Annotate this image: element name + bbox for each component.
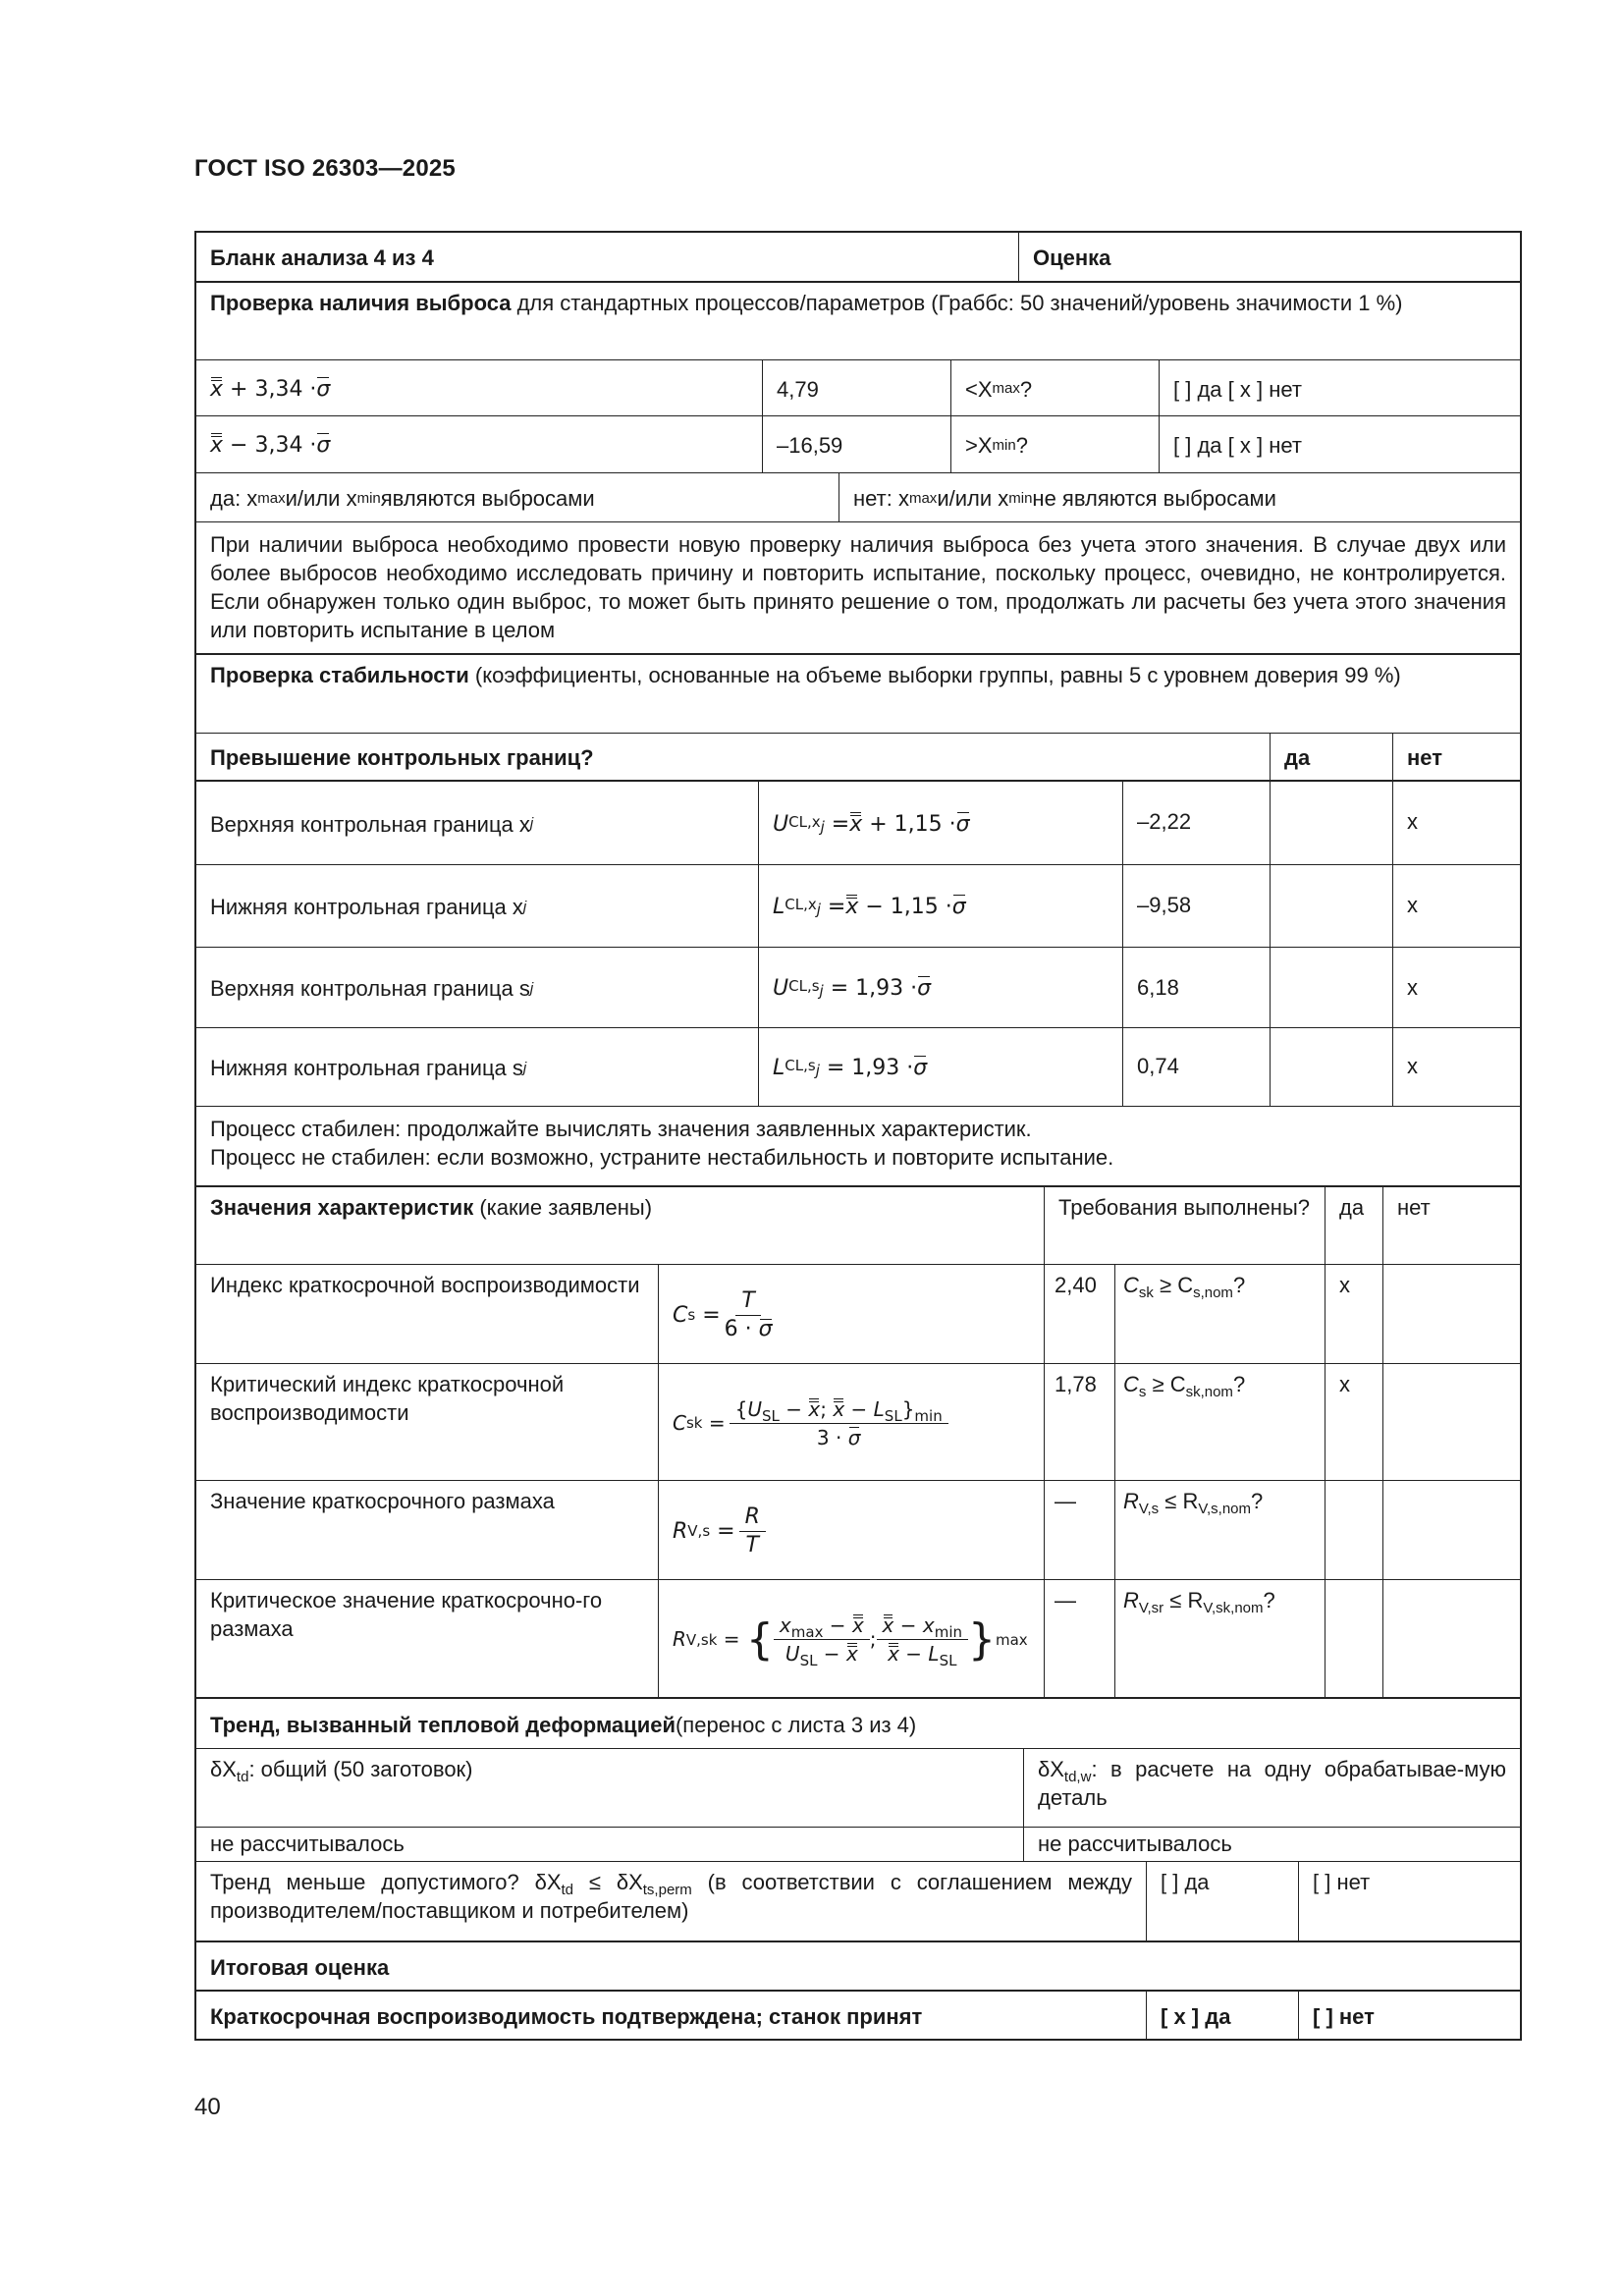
- characteristic-label: Индекс краткосрочной воспроизводимости: [196, 1265, 659, 1363]
- outlier-lower-formula: x − 3,34 · σ: [196, 416, 763, 472]
- stability-note-row: [196, 1107, 1520, 1187]
- form-title-row: [196, 233, 1520, 283]
- stability-no: x: [1407, 1054, 1418, 1078]
- characteristic-yes: [1325, 1481, 1383, 1579]
- stability-row: [196, 948, 1520, 1028]
- outlier-upper-compare: <X max ?: [951, 360, 1160, 415]
- outlier-upper-value: 4,79: [763, 360, 951, 415]
- trend-question-row: [196, 1862, 1520, 1942]
- characteristic-row: [196, 1265, 1520, 1364]
- final-statement-row: [196, 1992, 1520, 2041]
- stability-row: [196, 782, 1520, 865]
- stability-row: [196, 1028, 1520, 1107]
- characteristics-col-req: Требования выполнены?: [1045, 1187, 1325, 1264]
- characteristic-requirement: $R_{V,s} \le R_{V,s,nom}$?: [1115, 1481, 1325, 1579]
- stability-label: Нижняя контрольная граница x j: [196, 865, 759, 947]
- trend-question: Тренд меньше допустимого? $\delta X_{td} \le \delta X_{ts,perm}$ (в соответствии с соглашением между производителем/поставщиком и потребителем): [196, 1862, 1147, 1941]
- form-title: Бланк анализа 4 из 4: [196, 233, 1019, 281]
- stability-heading: Проверка стабильности (коэффициенты, основанные на объеме выборки группы, равны 5 с уровнем доверия 99 %): [210, 663, 1401, 687]
- document-header: ГОСТ ISO 26303—2025: [194, 155, 456, 182]
- stability-no: x: [1407, 893, 1418, 917]
- stability-formula: L $CL,s_j$ = 1,93 · σ: [759, 1028, 1123, 1106]
- outlier-note: При наличии выброса необходимо провести новую проверку наличия выброса без учета этого значения. В случае двух или более выбросов необходимо исследовать причину и повторить испытание, поскольку процесс, очевидно, не контролируется. Если обнаружен только один выброс, то может быть принято решение о том, продолжать ли расчеты без учета этого значения или повторить испытание в целом: [210, 532, 1506, 642]
- trend-per-part-value: не рассчитывалось: [1038, 1831, 1232, 1856]
- characteristic-row: [196, 1580, 1520, 1699]
- stability-col-no: нет: [1407, 745, 1443, 770]
- characteristic-no: [1383, 1580, 1520, 1697]
- trend-heading-row: [196, 1699, 1520, 1749]
- stability-value: –2,22: [1123, 782, 1271, 864]
- characteristic-no: [1383, 1481, 1520, 1579]
- outlier-row-lower: [196, 416, 1520, 473]
- stability-yes: [1271, 948, 1393, 1027]
- outlier-heading: [196, 283, 1520, 359]
- stability-formula: L $CL,x_j$ = x − 1,15 · σ: [759, 865, 1123, 947]
- characteristic-label: Критическое значение краткосрочно-го размаха: [196, 1580, 659, 1697]
- stability-formula: U $CL,x_j$ = x + 1,15 · σ: [759, 782, 1123, 864]
- stability-no: x: [1407, 975, 1418, 1000]
- characteristic-formula: R V,sk = { $\frac{x_{max} - x}{U_{SL} - x}$ ; $\frac{x - x_{min}}{x - L_{SL}}$ } max: [659, 1580, 1045, 1697]
- outlier-heading-row: [196, 283, 1520, 360]
- trend-labels-row: [196, 1749, 1520, 1828]
- characteristic-no: [1383, 1265, 1520, 1363]
- trend-no-checkbox[interactable]: [ ] нет: [1313, 1870, 1371, 1894]
- stability-row: [196, 865, 1520, 948]
- outlier-lower-value: –16,59: [763, 416, 951, 472]
- stability-question: Превышение контрольных границ?: [196, 734, 1271, 780]
- stability-no: x: [1407, 809, 1418, 834]
- outlier-note-row: [196, 522, 1520, 655]
- characteristic-value: 1,78: [1045, 1364, 1115, 1480]
- stability-formula: U $CL,s_j$ = 1,93 · σ: [759, 948, 1123, 1027]
- stability-label: Нижняя контрольная граница s j: [196, 1028, 759, 1106]
- characteristic-row: [196, 1364, 1520, 1481]
- stability-yes: [1271, 1028, 1393, 1106]
- stability-yes: [1271, 782, 1393, 864]
- characteristics-col-yes: да: [1325, 1187, 1383, 1264]
- outlier-lower-compare: >X min ?: [951, 416, 1160, 472]
- trend-yes-checkbox[interactable]: [ ] да: [1147, 1862, 1299, 1941]
- final-no-checkbox[interactable]: [ ] нет: [1313, 2003, 1375, 2029]
- characteristic-requirement: $R_{V,sr} \le R_{V,sk,nom}$?: [1115, 1580, 1325, 1697]
- final-statement: Краткосрочная воспроизводимость подтверждена; станок принят: [196, 1992, 1147, 2039]
- stability-col-yes: да: [1271, 734, 1393, 780]
- stability-label: Верхняя контрольная граница x j: [196, 782, 759, 864]
- stability-heading-row: [196, 655, 1520, 734]
- stability-value: 6,18: [1123, 948, 1271, 1027]
- outlier-upper-answer: [ ] да [ x ] нет: [1173, 376, 1302, 402]
- stability-question-row: [196, 734, 1520, 782]
- characteristic-value: —: [1045, 1481, 1115, 1579]
- characteristic-yes: x: [1325, 1364, 1383, 1480]
- characteristic-no: [1383, 1364, 1520, 1480]
- stability-yes: [1271, 865, 1393, 947]
- characteristic-value: —: [1045, 1580, 1115, 1697]
- outlier-upper-formula: x + 3,34 · σ: [196, 360, 763, 415]
- outlier-heading-bold: Проверка наличия выброса: [210, 291, 512, 315]
- trend-total-label: $\delta X_{td}$: общий (50 заготовок): [196, 1749, 1024, 1827]
- final-yes-checkbox[interactable]: [ x ] да: [1147, 1992, 1299, 2039]
- outlier-no-text: нет: x max и/или x min не являются выбросами: [853, 486, 1276, 511]
- characteristics-heading: Значения характеристик (какие заявлены): [196, 1187, 1045, 1264]
- characteristic-requirement: $C_s \ge C_{sk,nom}$?: [1115, 1364, 1325, 1480]
- characteristic-label: Критический индекс краткосрочной воспроизводимости: [196, 1364, 659, 1480]
- characteristic-value: 2,40: [1045, 1265, 1115, 1363]
- stability-note: Процесс стабилен: продолжайте вычислять значения заявленных характеристик. Процесс не стабилен: если возможно, устраните нестабильность и повторите испытание.: [210, 1117, 1114, 1170]
- outlier-heading-rest: для стандартных процессов/параметров (Граббс: 50 значений/уровень значимости 1 %): [511, 291, 1403, 315]
- characteristic-row: [196, 1481, 1520, 1580]
- stability-value: 0,74: [1123, 1028, 1271, 1106]
- characteristic-requirement: $C_{sk} \ge C_{s,nom}$?: [1115, 1265, 1325, 1363]
- final-heading: Итоговая оценка: [210, 1954, 390, 1980]
- outlier-lower-answer: [ ] да [ x ] нет: [1173, 433, 1302, 458]
- characteristic-label: Значение краткосрочного размаха: [196, 1481, 659, 1579]
- trend-per-part-label: $\delta X_{td,w}$: в расчете на одну обрабатывае-мую деталь: [1038, 1757, 1506, 1810]
- evaluation-title: Оценка: [1033, 246, 1111, 270]
- trend-values-row: [196, 1828, 1520, 1862]
- characteristic-formula: C s = $\frac{T}{6 \cdot \sigma}$: [659, 1265, 1045, 1363]
- characteristics-header-row: [196, 1187, 1520, 1265]
- characteristic-yes: [1325, 1580, 1383, 1697]
- characteristic-yes: x: [1325, 1265, 1383, 1363]
- outlier-yes-text: да: x max и/или x min являются выбросами: [196, 473, 839, 521]
- final-heading-row: [196, 1942, 1520, 1992]
- outlier-row-upper: [196, 360, 1520, 416]
- characteristic-formula: C sk = $\frac{\{U_{SL} - x; x - L_{SL}\}_{min}}{3 \cdot \sigma}$: [659, 1364, 1045, 1480]
- page-number: 40: [194, 2094, 221, 2120]
- stability-value: –9,58: [1123, 865, 1271, 947]
- stability-label: Верхняя контрольная граница s j: [196, 948, 759, 1027]
- outlier-result-row: [196, 473, 1520, 522]
- analysis-form: [194, 231, 1522, 2041]
- trend-total-value: не рассчитывалось: [196, 1828, 1024, 1861]
- characteristics-col-no: нет: [1397, 1195, 1431, 1220]
- characteristic-formula: R V,s = $\frac{R}{T}$: [659, 1481, 1045, 1579]
- trend-heading: Тренд, вызванный тепловой деформацией (перенос с листа 3 из 4): [210, 1712, 917, 1737]
